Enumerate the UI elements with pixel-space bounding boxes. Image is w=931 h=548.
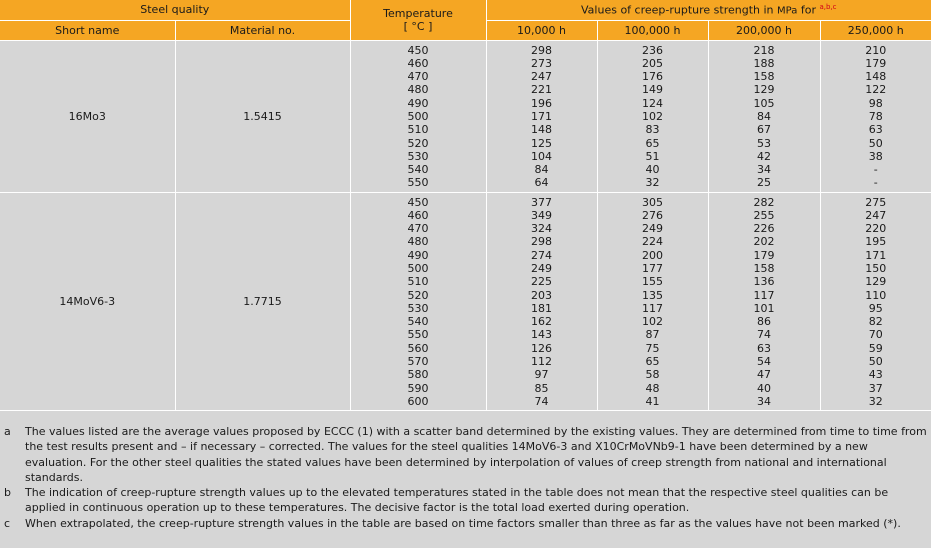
value-10000-cell xyxy=(486,192,597,410)
values-header xyxy=(486,0,931,20)
strength-value: 249 xyxy=(642,222,664,236)
value-250000-cell xyxy=(820,192,931,410)
temperature-label: Temperature xyxy=(383,6,453,20)
strength-value: 226 xyxy=(753,222,775,236)
strength-value: 196 xyxy=(531,96,553,110)
strength-value: 59 xyxy=(868,341,883,355)
temperature-value: 450 xyxy=(407,195,429,209)
temperature-value: 510 xyxy=(407,123,429,137)
strength-value: 98 xyxy=(868,96,883,110)
material-no-header: Material no. xyxy=(175,20,350,40)
temperature-value: 470 xyxy=(407,70,429,84)
strength-value-list xyxy=(821,193,931,410)
steel-quality-header: Steel quality xyxy=(0,0,350,20)
strength-value: 101 xyxy=(753,301,775,315)
temperature-value: 490 xyxy=(407,96,429,110)
strength-value-list xyxy=(709,193,820,410)
strength-value: 75 xyxy=(645,341,660,355)
strength-value: 203 xyxy=(531,288,553,302)
strength-value: 129 xyxy=(865,275,887,289)
strength-value: 249 xyxy=(531,261,553,275)
strength-value: 377 xyxy=(531,195,553,209)
strength-value: 224 xyxy=(642,235,664,249)
strength-value: 122 xyxy=(865,83,887,97)
footnote-b xyxy=(0,485,931,516)
strength-value: 47 xyxy=(757,368,772,382)
strength-value: 135 xyxy=(642,288,664,302)
temperature-value-list xyxy=(351,193,486,410)
strength-value: 200 xyxy=(642,248,664,262)
strength-value: 112 xyxy=(531,355,553,369)
time-200000-header: 200,000 h xyxy=(708,20,820,40)
temperature-value: 460 xyxy=(407,56,429,70)
temperature-value: 450 xyxy=(407,43,429,57)
values-unit: MPa xyxy=(777,5,798,17)
material-no-cell: 1.7715 xyxy=(175,192,350,410)
footnote-text: The values listed are the average values proposed by ECCC (1) with a scatter band determined by the existing values. They are determined from time to time from the test results present and – if necessary – corrected. The values for the steel qualities 14MoV6-3 and X10CrMoVNb9-1 have been determined by a new evaluation. For the other steel qualities the stated values have been determined by interpolation of values of creep strength from national and international standards. xyxy=(25,425,927,484)
strength-value: 53 xyxy=(757,136,772,150)
strength-value: 273 xyxy=(531,56,553,70)
strength-value: 64 xyxy=(534,176,549,190)
strength-value: 74 xyxy=(757,328,772,342)
strength-value: 247 xyxy=(531,70,553,84)
strength-value: 158 xyxy=(753,261,775,275)
strength-value: 82 xyxy=(868,315,883,329)
temperature-value: 490 xyxy=(407,248,429,262)
strength-value: 48 xyxy=(645,381,660,395)
strength-value: 65 xyxy=(645,136,660,150)
temperature-value: 520 xyxy=(407,136,429,150)
strength-value: 110 xyxy=(865,288,887,302)
strength-value: 324 xyxy=(531,222,553,236)
footnote-letter: c xyxy=(4,516,11,530)
strength-value: 202 xyxy=(753,235,775,249)
strength-value: 86 xyxy=(757,315,772,329)
strength-value: 125 xyxy=(531,136,553,150)
strength-value: 305 xyxy=(642,195,664,209)
strength-value: 149 xyxy=(642,83,664,97)
strength-value: 40 xyxy=(645,163,660,177)
strength-value: 274 xyxy=(531,248,553,262)
strength-value: 176 xyxy=(642,70,664,84)
short-name-header: Short name xyxy=(0,20,175,40)
temperature-value: 500 xyxy=(407,261,429,275)
value-100000-cell xyxy=(597,192,708,410)
temperature-value-list xyxy=(351,41,486,192)
strength-value: 65 xyxy=(645,355,660,369)
strength-value: 282 xyxy=(753,195,775,209)
strength-value: 117 xyxy=(642,301,664,315)
strength-value: 85 xyxy=(534,381,549,395)
footnotes xyxy=(0,424,931,531)
strength-value: 158 xyxy=(753,70,775,84)
strength-value: 40 xyxy=(757,381,772,395)
strength-value: 188 xyxy=(753,56,775,70)
strength-value: 42 xyxy=(757,149,772,163)
time-10000-header: 10,000 h xyxy=(486,20,597,40)
values-for: for xyxy=(800,3,816,17)
strength-value: 298 xyxy=(531,43,553,57)
footnote-text: When extrapolated, the creep-rupture strength values in the table are based on time factors smaller than three as far as the values have not been marked (*). xyxy=(25,516,901,530)
strength-value: 95 xyxy=(868,301,883,315)
strength-value: 105 xyxy=(753,96,775,110)
strength-value: 70 xyxy=(868,328,883,342)
strength-value: 34 xyxy=(757,394,772,408)
short-name-cell: 16Mo3 xyxy=(0,40,175,192)
temperature-unit: [ °C ] xyxy=(403,19,433,33)
strength-value: - xyxy=(873,176,878,190)
temperature-cell xyxy=(350,40,486,192)
temperature-value: 590 xyxy=(407,381,429,395)
strength-value: 78 xyxy=(868,109,883,123)
value-200000-cell xyxy=(708,192,820,410)
strength-value: 220 xyxy=(865,222,887,236)
temperature-value: 530 xyxy=(407,149,429,163)
strength-value: 171 xyxy=(531,109,553,123)
footnote-a xyxy=(0,424,931,485)
strength-value: 63 xyxy=(757,341,772,355)
temperature-value: 600 xyxy=(407,394,429,408)
strength-value: 58 xyxy=(645,368,660,382)
strength-value: 210 xyxy=(865,43,887,57)
strength-value: 236 xyxy=(642,43,664,57)
temperature-value: 480 xyxy=(407,83,429,97)
strength-value: 218 xyxy=(753,43,775,57)
strength-value: 102 xyxy=(642,109,664,123)
temperature-cell xyxy=(350,192,486,410)
strength-value: 349 xyxy=(531,208,553,222)
strength-value: 67 xyxy=(757,123,772,137)
strength-value: 275 xyxy=(865,195,887,209)
time-250000-header: 250,000 h xyxy=(820,20,931,40)
strength-value: 32 xyxy=(645,176,660,190)
strength-value: 51 xyxy=(645,149,660,163)
strength-value: 124 xyxy=(642,96,664,110)
strength-value: 97 xyxy=(534,368,549,382)
strength-value-list xyxy=(821,41,931,192)
strength-value: 129 xyxy=(753,83,775,97)
strength-value: 117 xyxy=(753,288,775,302)
strength-value: 54 xyxy=(757,355,772,369)
material-no-cell: 1.5415 xyxy=(175,40,350,192)
strength-value: 32 xyxy=(868,394,883,408)
footnote-text: The indication of creep-rupture strength values up to the elevated temperatures stated in the table does not mean that the respective steel qualities can be applied in continuous operation up to these temperatures. The decisive factor is the total load exerted during operation. xyxy=(25,486,889,515)
value-10000-cell xyxy=(486,40,597,192)
strength-value: 126 xyxy=(531,341,553,355)
strength-value: 87 xyxy=(645,328,660,342)
temperature-value: 460 xyxy=(407,208,429,222)
steel-group-row xyxy=(0,40,931,192)
strength-value: 148 xyxy=(531,123,553,137)
temperature-value: 540 xyxy=(407,163,429,177)
strength-value: 102 xyxy=(642,315,664,329)
strength-value: 179 xyxy=(753,248,775,262)
value-100000-cell xyxy=(597,40,708,192)
temperature-value: 500 xyxy=(407,109,429,123)
steel-group-row xyxy=(0,192,931,410)
strength-value: 143 xyxy=(531,328,553,342)
temperature-value: 530 xyxy=(407,301,429,315)
strength-value: 37 xyxy=(868,381,883,395)
strength-value: 148 xyxy=(865,70,887,84)
strength-value: 221 xyxy=(531,83,553,97)
strength-value: 150 xyxy=(865,261,887,275)
strength-value-list xyxy=(598,193,708,410)
strength-value: 205 xyxy=(642,56,664,70)
temperature-value: 550 xyxy=(407,328,429,342)
strength-value: 63 xyxy=(868,123,883,137)
values-footnote-ref: a,b,c xyxy=(819,2,837,11)
short-name-cell: 14MoV6-3 xyxy=(0,192,175,410)
strength-value: 181 xyxy=(531,301,553,315)
temperature-value: 520 xyxy=(407,288,429,302)
footnote-c xyxy=(0,516,931,531)
strength-value: 162 xyxy=(531,315,553,329)
strength-value: 298 xyxy=(531,235,553,249)
strength-value-list xyxy=(487,193,597,410)
strength-value: 255 xyxy=(753,208,775,222)
strength-value: 50 xyxy=(868,355,883,369)
strength-value: 38 xyxy=(868,149,883,163)
strength-value: 25 xyxy=(757,176,772,190)
temperature-value: 470 xyxy=(407,222,429,236)
temperature-value: 540 xyxy=(407,315,429,329)
temperature-value: 550 xyxy=(407,176,429,190)
temperature-value: 510 xyxy=(407,275,429,289)
strength-value: 83 xyxy=(645,123,660,137)
footnote-letter: a xyxy=(4,425,11,438)
strength-value: 171 xyxy=(865,248,887,262)
temperature-value: 480 xyxy=(407,235,429,249)
temperature-value: 570 xyxy=(407,355,429,369)
strength-value: 276 xyxy=(642,208,664,222)
value-200000-cell xyxy=(708,40,820,192)
strength-value: 104 xyxy=(531,149,553,163)
time-100000-header: 100,000 h xyxy=(597,20,708,40)
strength-value: 177 xyxy=(642,261,664,275)
strength-value: 50 xyxy=(868,136,883,150)
strength-value: 74 xyxy=(534,394,549,408)
strength-value-list xyxy=(487,41,597,192)
strength-value-list xyxy=(598,41,708,192)
strength-value: 34 xyxy=(757,163,772,177)
strength-value: 84 xyxy=(757,109,772,123)
temperature-value: 560 xyxy=(407,341,429,355)
strength-value: 155 xyxy=(642,275,664,289)
temperature-value: 580 xyxy=(407,368,429,382)
strength-value: 247 xyxy=(865,208,887,222)
strength-value: - xyxy=(873,163,878,177)
strength-value: 195 xyxy=(865,235,887,249)
strength-value: 179 xyxy=(865,56,887,70)
strength-value: 136 xyxy=(753,275,775,289)
values-title: Values of creep-rupture strength in xyxy=(581,3,774,17)
strength-value: 41 xyxy=(645,394,660,408)
strength-value: 84 xyxy=(534,163,549,177)
strength-value: 43 xyxy=(868,368,883,382)
strength-value: 225 xyxy=(531,275,553,289)
temperature-header xyxy=(350,0,486,40)
footnote-letter: b xyxy=(4,486,11,500)
strength-value-list xyxy=(709,41,820,192)
value-250000-cell xyxy=(820,40,931,192)
